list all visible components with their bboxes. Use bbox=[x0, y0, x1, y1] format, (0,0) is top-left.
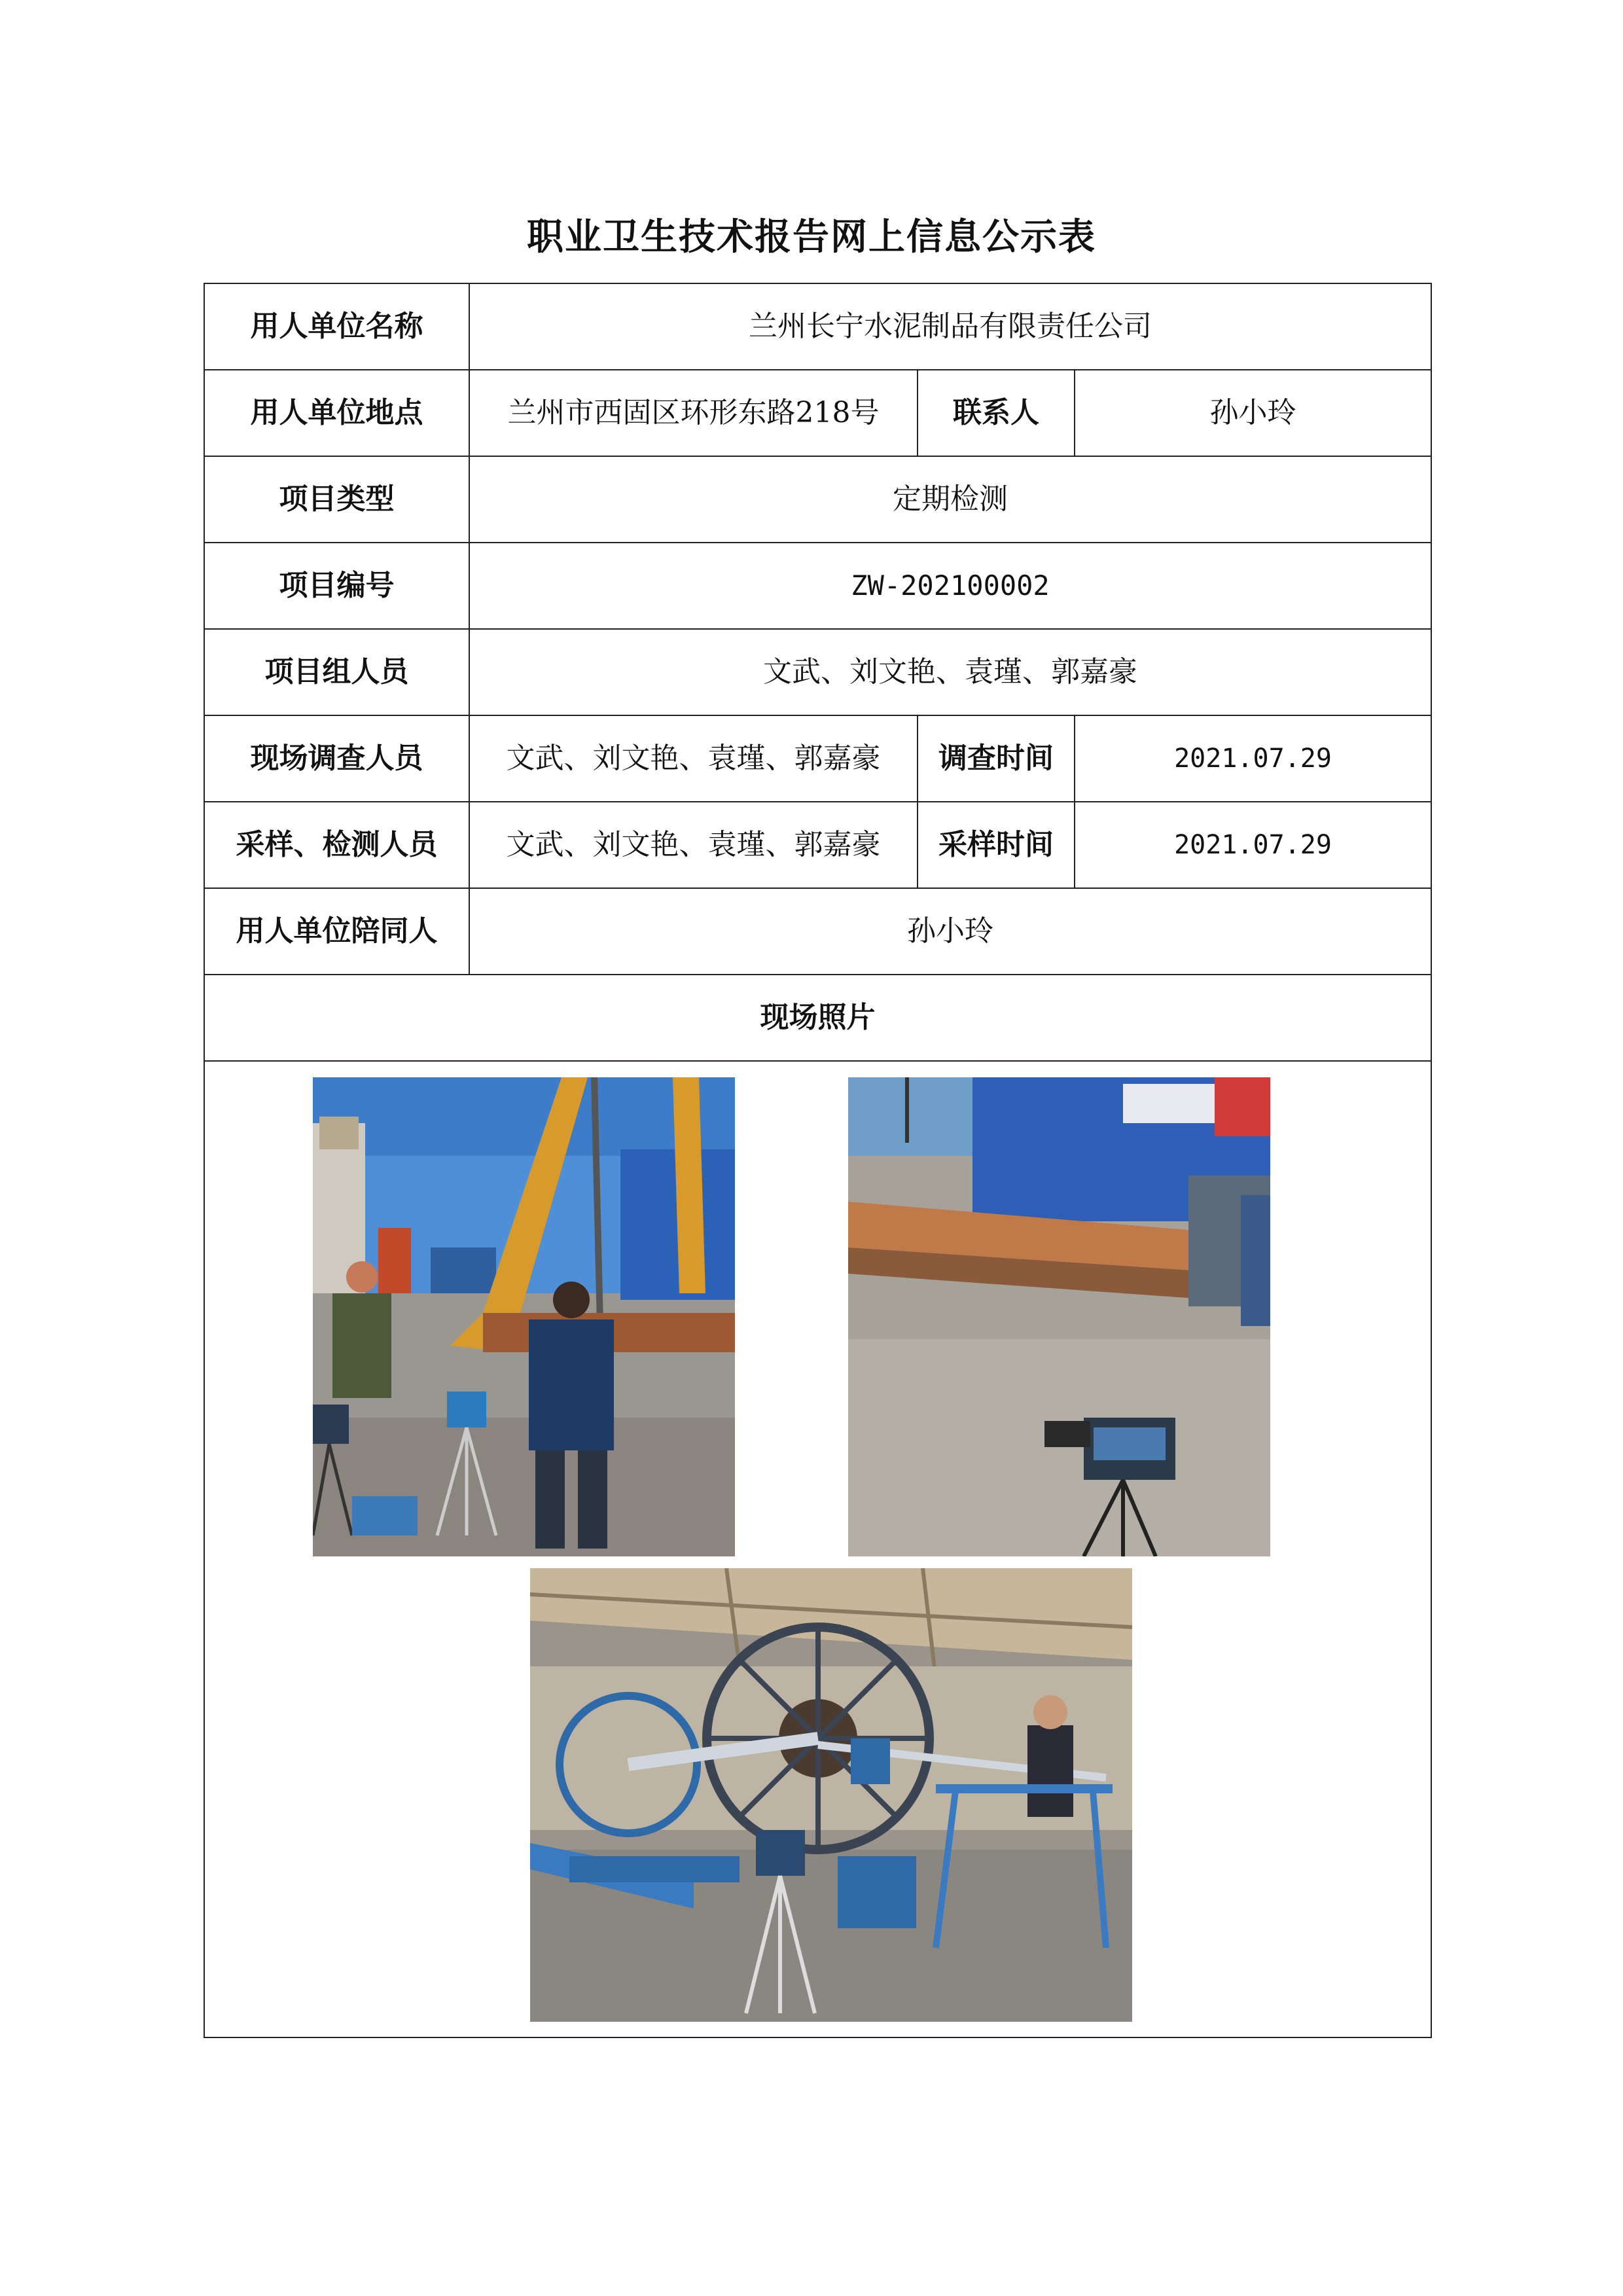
escort-label: 用人单位陪同人 bbox=[204, 888, 469, 975]
unit-address-label: 用人单位地点 bbox=[204, 370, 469, 456]
row-photos bbox=[204, 1061, 1431, 2037]
sampling-time-value: 2021.07.29 bbox=[1075, 802, 1431, 888]
photos-cell bbox=[204, 1061, 1431, 2037]
info-table bbox=[204, 283, 1432, 2038]
site-photo-3 bbox=[530, 1568, 1132, 2022]
project-number-value: ZW-202100002 bbox=[469, 543, 1431, 629]
contact-value: 孙小玲 bbox=[1075, 370, 1431, 456]
construction-site-photo-icon bbox=[313, 1077, 735, 1556]
row-photos-header bbox=[204, 975, 1431, 1061]
unit-name-label: 用人单位名称 bbox=[204, 283, 469, 370]
project-type-value: 定期检测 bbox=[469, 456, 1431, 543]
contact-label: 联系人 bbox=[918, 370, 1075, 456]
row-unit-name bbox=[204, 283, 1431, 370]
row-survey-staff bbox=[204, 715, 1431, 802]
row-unit-address bbox=[204, 370, 1431, 456]
sampling-staff-label: 采样、检测人员 bbox=[204, 802, 469, 888]
cage-welding-machine-photo-icon bbox=[530, 1568, 1132, 2022]
survey-staff-label: 现场调查人员 bbox=[204, 715, 469, 802]
row-project-type bbox=[204, 456, 1431, 543]
unit-name-value: 兰州长宁水泥制品有限责任公司 bbox=[469, 283, 1431, 370]
project-team-value: 文武、刘文艳、袁瑾、郭嘉豪 bbox=[469, 629, 1431, 715]
workshop-yard-photo-icon bbox=[848, 1077, 1270, 1556]
project-team-label: 项目组人员 bbox=[204, 629, 469, 715]
project-type-label: 项目类型 bbox=[204, 456, 469, 543]
sampling-staff-value: 文武、刘文艳、袁瑾、郭嘉豪 bbox=[469, 802, 918, 888]
site-photo-2 bbox=[848, 1077, 1270, 1556]
page-title: 职业卫生技术报告网上信息公示表 bbox=[527, 215, 1096, 259]
row-escort bbox=[204, 888, 1431, 975]
row-sampling-staff bbox=[204, 802, 1431, 888]
survey-staff-value: 文武、刘文艳、袁瑾、郭嘉豪 bbox=[469, 715, 918, 802]
escort-value: 孙小玲 bbox=[469, 888, 1431, 975]
unit-address-value: 兰州市西固区环形东路218号 bbox=[469, 370, 918, 456]
survey-time-value: 2021.07.29 bbox=[1075, 715, 1431, 802]
photos-header: 现场照片 bbox=[204, 975, 1431, 1061]
sampling-time-label: 采样时间 bbox=[918, 802, 1075, 888]
site-photo-1 bbox=[313, 1077, 735, 1556]
row-project-number bbox=[204, 543, 1431, 629]
project-number-label: 项目编号 bbox=[204, 543, 469, 629]
row-project-team bbox=[204, 629, 1431, 715]
survey-time-label: 调查时间 bbox=[918, 715, 1075, 802]
